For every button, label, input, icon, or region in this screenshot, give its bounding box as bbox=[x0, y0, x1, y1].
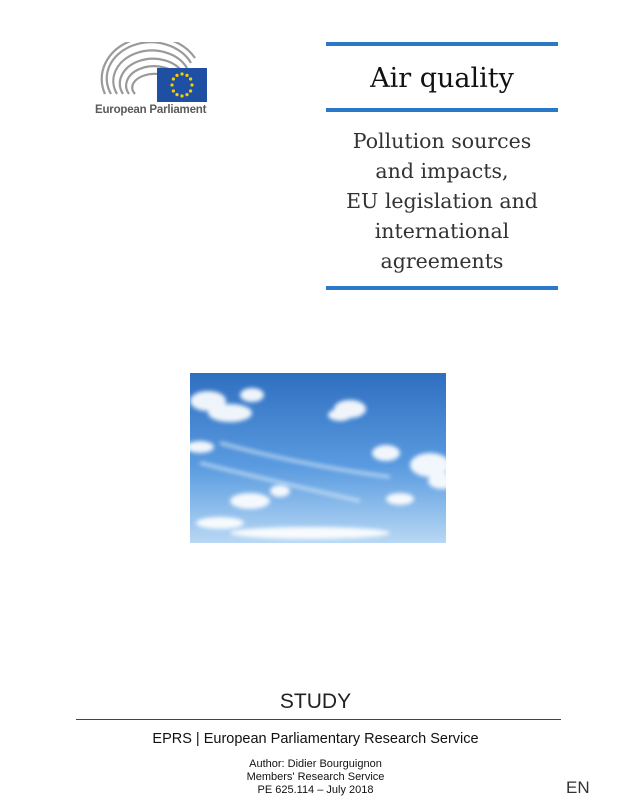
subtitle-line: agreements bbox=[380, 248, 504, 273]
author-line: Author: Didier Bourguignon bbox=[249, 758, 382, 770]
reference-line: PE 625.114 – July 2018 bbox=[257, 784, 374, 796]
title-block bbox=[326, 42, 558, 290]
title-bottom-rule bbox=[326, 286, 558, 290]
document-type: STUDY bbox=[279, 690, 352, 713]
document-meta bbox=[0, 758, 631, 797]
subtitle-line: Pollution sources bbox=[352, 128, 532, 153]
language-code: EN bbox=[566, 778, 590, 797]
subtitle-line: and impacts, bbox=[375, 158, 509, 183]
european-parliament-logo bbox=[95, 42, 215, 122]
logo-org-name: European Parliament bbox=[95, 104, 207, 116]
document-subtitle bbox=[326, 112, 558, 286]
unit-line: Members' Research Service bbox=[246, 771, 385, 783]
document-title: Air quality bbox=[370, 63, 514, 94]
subtitle-line: EU legislation and bbox=[346, 188, 538, 213]
hemicycle-flag-icon bbox=[99, 42, 211, 104]
service-name: EPRS | European Parliamentary Research Service bbox=[152, 731, 479, 747]
subtitle-line: international bbox=[374, 218, 510, 243]
sky-photo bbox=[190, 373, 446, 543]
footer-divider bbox=[76, 719, 561, 720]
